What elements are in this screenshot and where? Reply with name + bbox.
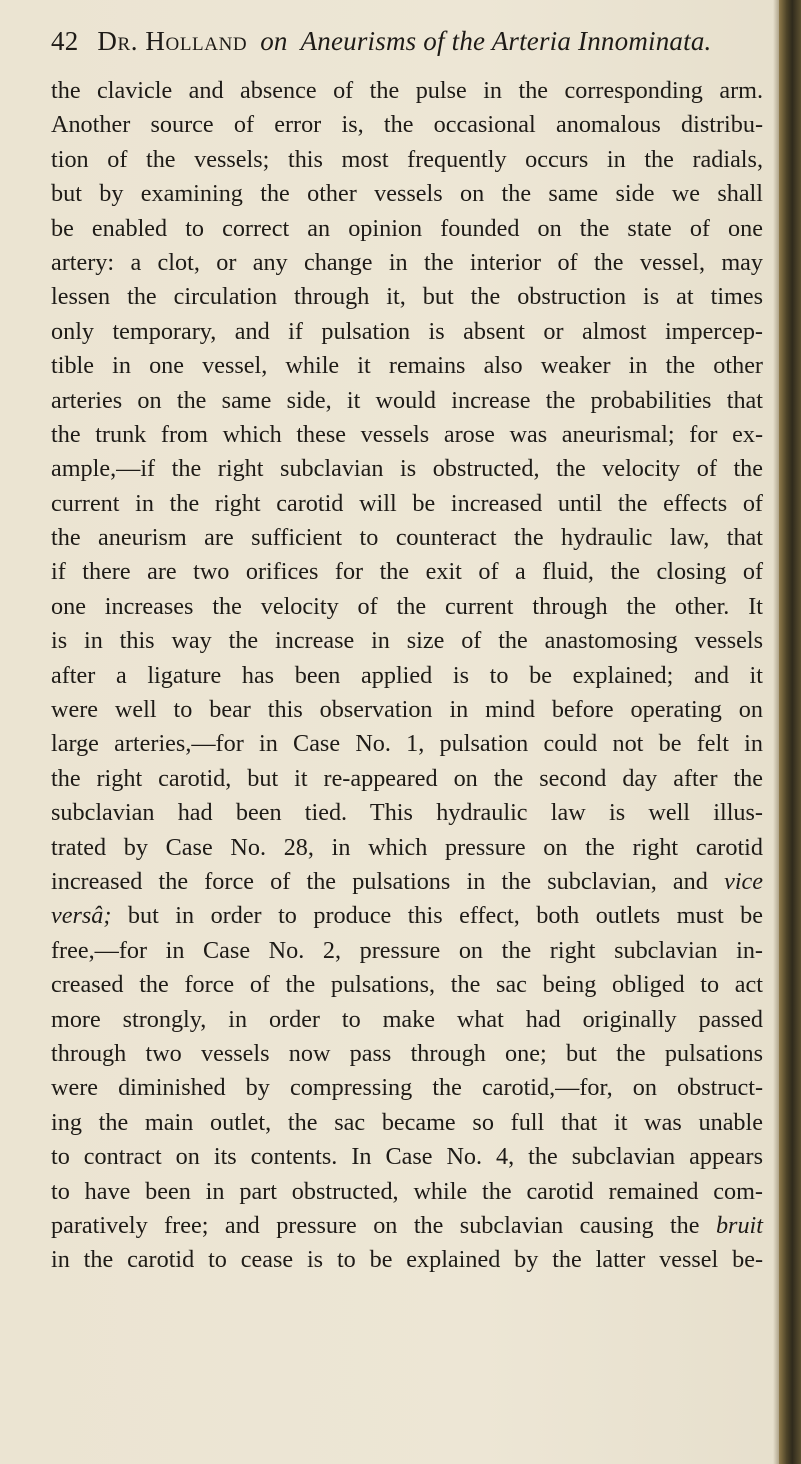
text-line: trated by Case No. 28, in which pressure on the right carotid	[51, 833, 763, 861]
text-line: the aneurism are sufficient to counteract the hydraulic law, that	[51, 524, 763, 552]
text-line: the right carotid, but it re-appeared on the second day after the	[51, 764, 763, 792]
italic-text: versâ;	[51, 902, 112, 930]
text-line: free,—for in Case No. 2, pressure on the right subclavian in-	[51, 936, 763, 964]
text-line: but by examining the other vessels on the same side we shall	[51, 180, 763, 208]
page-number: 42	[51, 26, 79, 56]
text-line: ing the main outlet, the sac became so full that it was unable	[51, 1108, 763, 1136]
italic-text: vice	[724, 867, 764, 895]
text-line: subclavian had been tied. This hydraulic law is well illus-	[51, 799, 763, 827]
text-line: lessen the circulation through it, but the obstruction is at times	[51, 283, 763, 311]
header-connector: on	[260, 26, 288, 56]
header-author: Dr. Holland	[97, 26, 248, 56]
text-line: more strongly, in order to make what had originally passed	[51, 1005, 763, 1033]
text-line: artery: a clot, or any change in the interior of the vessel, may	[51, 248, 763, 276]
text-segment: increased the force of the pulsations in the subclavian, and	[51, 867, 708, 895]
text-line: creased the force of the pulsations, the sac being obliged to act	[51, 971, 763, 999]
text-line: to have been in part obstructed, while the carotid remained com-	[51, 1177, 763, 1205]
text-line: through two vessels now pass through one; but the pulsations	[51, 1039, 763, 1067]
header-title: Aneurisms of the Arteria Innominata.	[300, 26, 712, 56]
text-line: is in this way the increase in size of the anastomosing vessels	[51, 627, 763, 655]
text-line: be enabled to correct an opinion founded on the state of one	[51, 214, 763, 242]
text-line: ample,—if the right subclavian is obstructed, the velocity of the	[51, 455, 763, 483]
text-line	[51, 1209, 763, 1243]
text-line: if there are two orifices for the exit of a fluid, the closing of	[51, 558, 763, 586]
text-line: arteries on the same side, it would increase the probabilities that	[51, 386, 763, 414]
text-line: after a ligature has been applied is to be explained; and it	[51, 661, 763, 689]
text-line	[51, 899, 763, 933]
text-line: tible in one vessel, while it remains also weaker in the other	[51, 352, 763, 380]
text-line: were diminished by compressing the carotid,—for, on obstruct-	[51, 1074, 763, 1102]
running-header	[51, 26, 771, 57]
text-line: to contract on its contents. In Case No. 4, the subclavian appears	[51, 1143, 763, 1171]
text-line	[51, 865, 763, 899]
book-binding	[779, 0, 801, 1464]
text-segment: paratively free; and pressure on the subclavian causing the	[51, 1211, 700, 1239]
text-line: the trunk from which these vessels arose was aneurismal; for ex-	[51, 420, 763, 448]
italic-text: bruit	[715, 1211, 763, 1239]
text-line: Another source of error is, the occasional anomalous distribu-	[51, 111, 763, 139]
text-line: were well to bear this observation in mind before operating on	[51, 696, 763, 724]
text-line: only temporary, and if pulsation is absent or almost impercep-	[51, 317, 763, 345]
text-line: current in the right carotid will be increased until the effects of	[51, 489, 763, 517]
text-segment: but in order to produce this effect, both outlets must be	[127, 902, 763, 930]
text-line: tion of the vessels; this most frequently occurs in the radials,	[51, 145, 763, 173]
text-line: in the carotid to cease is to be explained by the latter vessel be-	[51, 1246, 763, 1274]
text-line: one increases the velocity of the current through the other. It	[51, 592, 763, 620]
text-line: the clavicle and absence of the pulse in the corresponding arm.	[51, 77, 763, 104]
body-text	[51, 74, 763, 1278]
text-line: large arteries,—for in Case No. 1, pulsation could not be felt in	[51, 730, 763, 758]
